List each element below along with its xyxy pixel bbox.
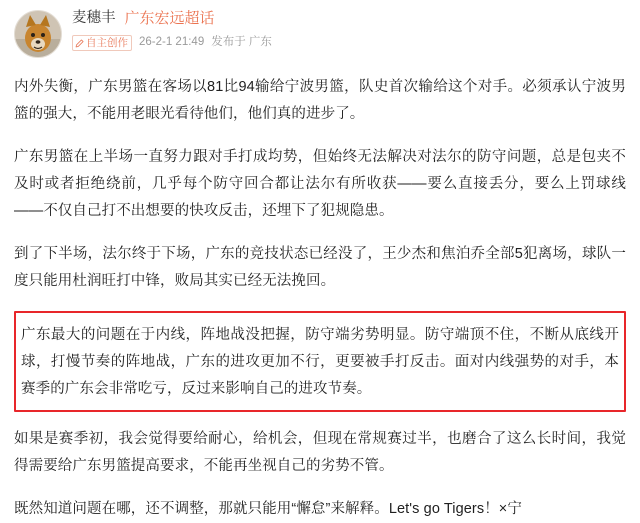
- paragraph-5: 如果是赛季初，我会觉得要给耐心，给机会，但现在常规赛过半，也磨合了这么长时间，我觉得需要给广东男篮提高要求，不能再坐视自己的劣势不管。: [14, 431, 626, 474]
- avatar[interactable]: [14, 10, 62, 58]
- author-name[interactable]: 麦穗丰: [72, 10, 116, 27]
- name-row: [72, 11, 626, 26]
- pen-icon: [75, 39, 84, 48]
- highlight-annotation-box: [14, 311, 626, 412]
- original-badge-label: 自主创作: [86, 36, 128, 49]
- paragraph-2: 广东男篮在上半场一直努力跟对手打成均势，但始终无法解决对法尔的防守问题，总是包夹不及时或者拒绝绕前，几乎每个防守回合都让法尔有所收获——要么直接丢分，要么上罚球线——不仅自己打不出想要的快攻反击，还埋下了犯规隐患。: [14, 149, 626, 219]
- paragraph-3: 到了下半场，法尔终于下场，广东的竞技状态已经没了，王少杰和焦泊乔全部5犯离场，球队一度只能用杜润旺打中锋，败局其实已经无法挽回。: [14, 246, 626, 289]
- meta-row: [72, 35, 626, 51]
- post-content: [0, 74, 640, 523]
- avatar-image: [15, 11, 61, 57]
- paragraph-1: 内外失衡，广东男篮在客场以81比94输给宁波男篮，队史首次输给这个对手。必须承认宁波男篮的强大，不能用老眼光看待他们，他们真的进步了。: [14, 79, 626, 122]
- post-timestamp: 26-2-1 21:49: [139, 36, 205, 49]
- topic-tag[interactable]: 广东宏远超话: [124, 10, 215, 27]
- post-header: [0, 0, 640, 58]
- original-badge: [72, 35, 132, 51]
- post-location: 发布于 广东: [211, 36, 272, 49]
- header-info: [72, 10, 626, 51]
- paragraph-6: 既然知道问题在哪，还不调整，那就只能用“懈怠”来解释。Let's go Tigers！×宁: [14, 501, 522, 517]
- paragraph-highlighted: 广东最大的问题在于内线，阵地战没把握，防守端劣势明显。防守端顶不住，不断从底线开球，打慢节奏的阵地战，广东的进攻更加不行，更要被手打反击。面对内线强势的对手，本赛季的广东会非常吃亏，反过来影响自己的进攻节奏。: [21, 327, 619, 397]
